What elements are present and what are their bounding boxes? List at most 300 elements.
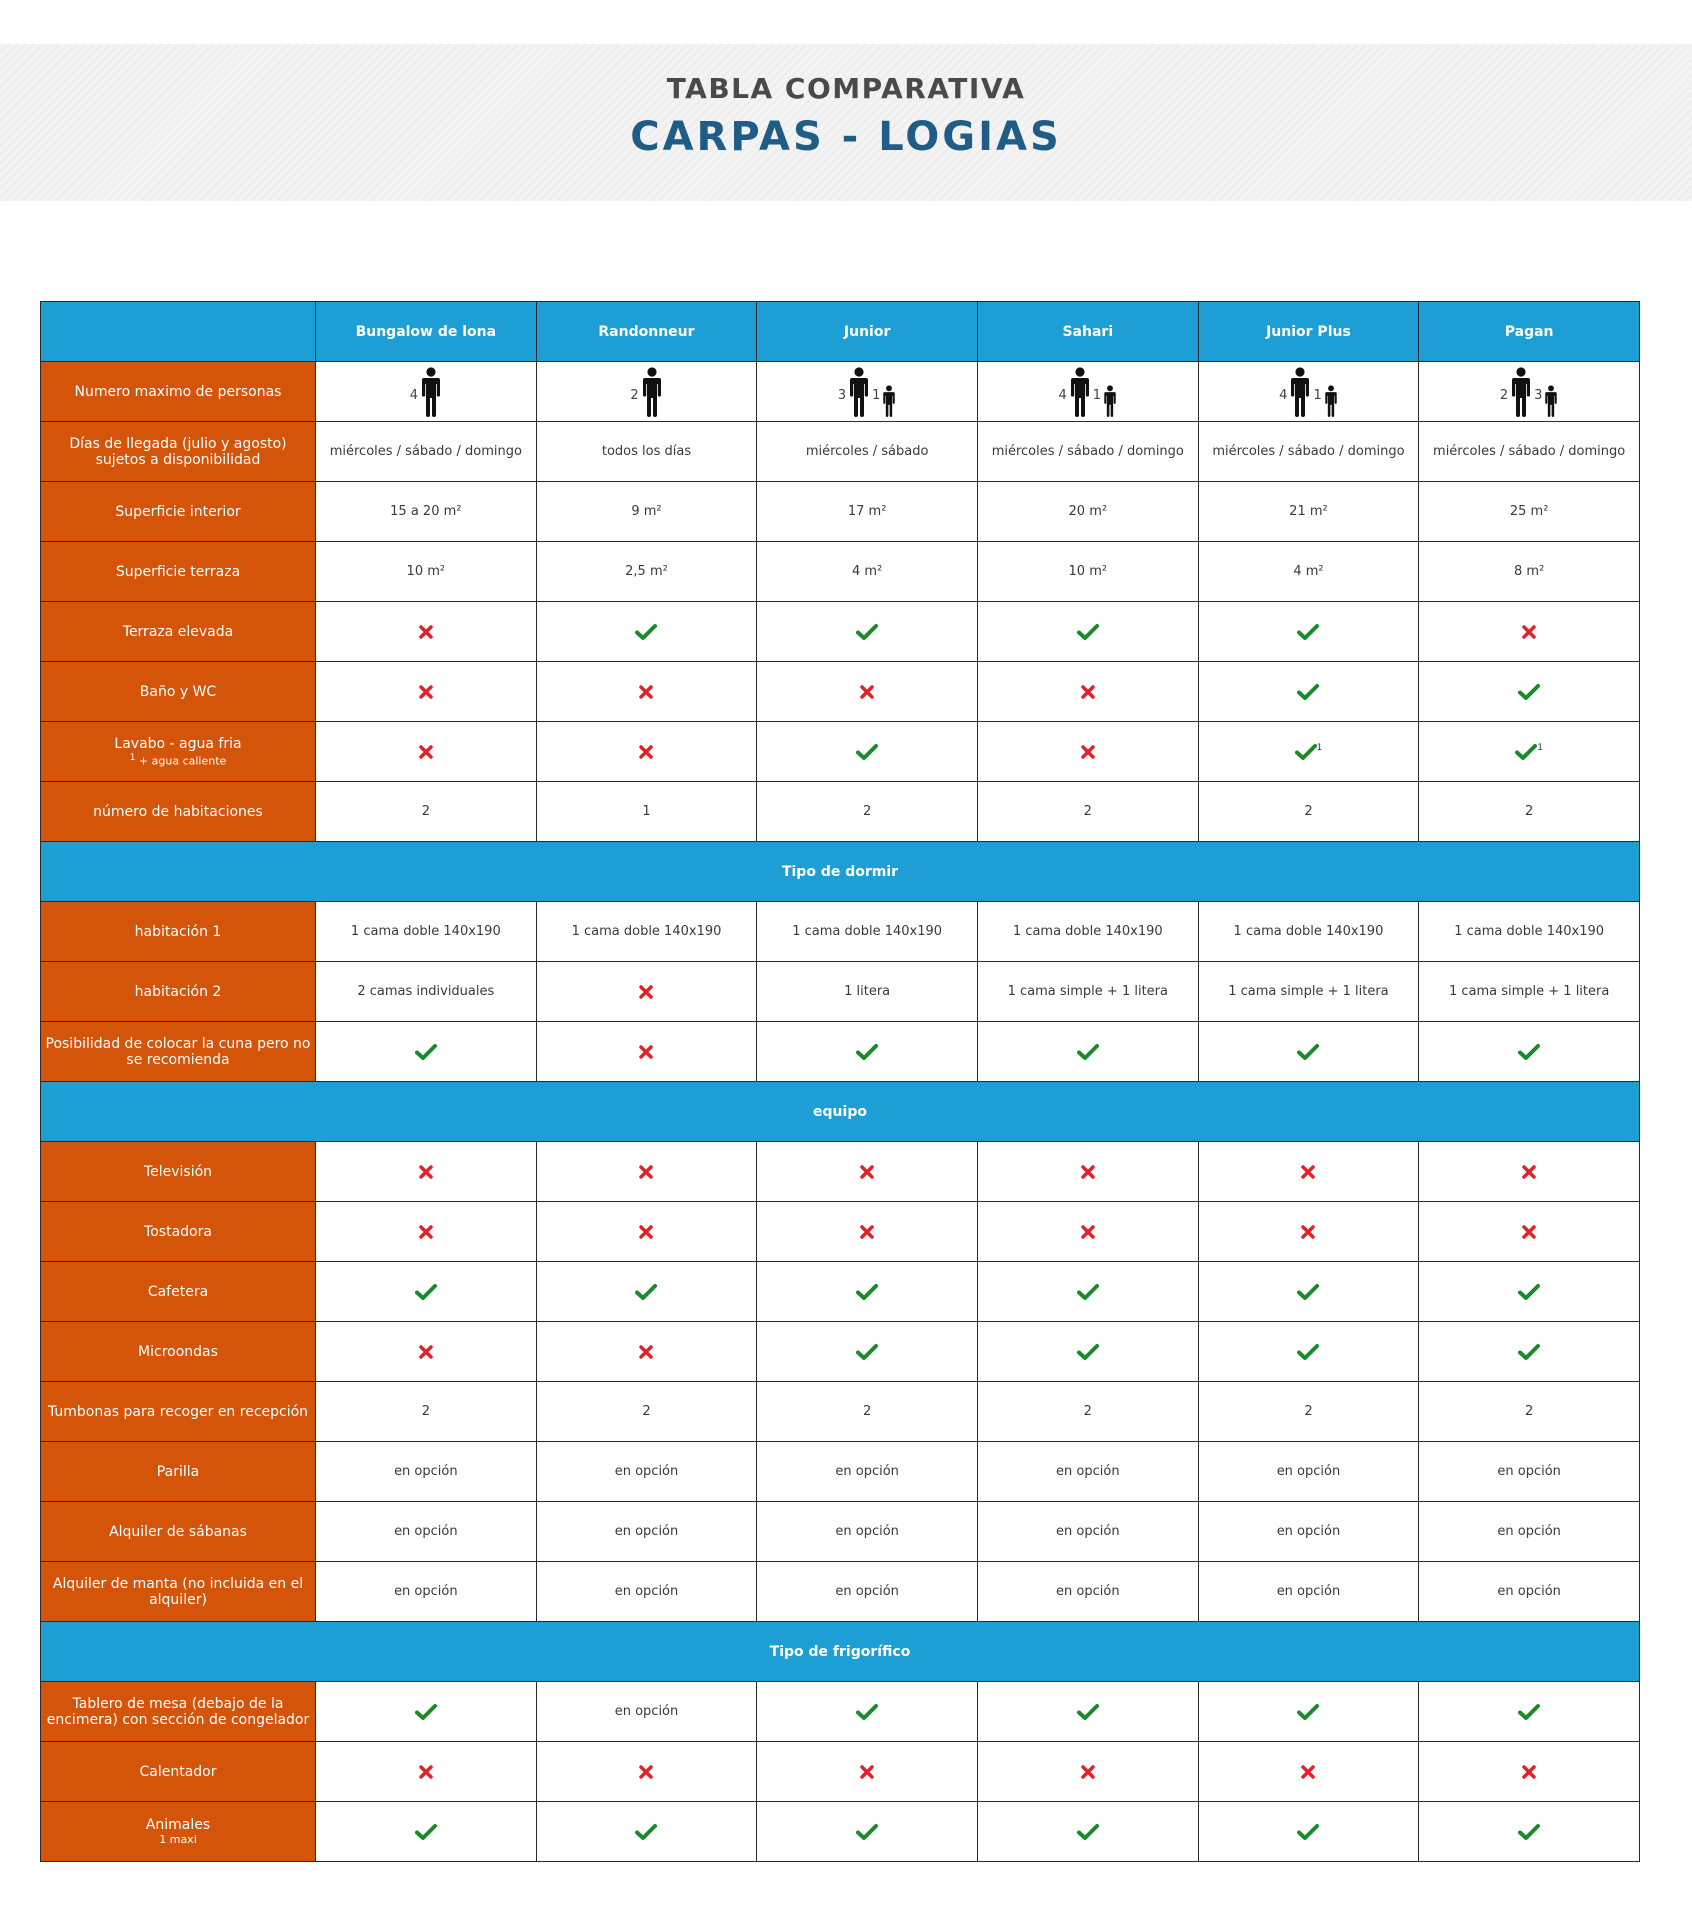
table-cell — [1419, 1142, 1640, 1202]
check-icon — [415, 1283, 437, 1301]
cell-value: en opción — [1276, 1524, 1341, 1539]
cross-icon — [1080, 1764, 1096, 1780]
cell-value: en opción — [1056, 1584, 1120, 1599]
table-cell — [977, 782, 1198, 842]
table-cell — [316, 662, 537, 722]
check-icon — [635, 1283, 657, 1301]
row-label-cell — [41, 1022, 316, 1082]
table-cell — [757, 542, 978, 602]
table-cell — [316, 422, 537, 482]
children-count: 1 — [1092, 387, 1102, 403]
cell-value: 2 — [1304, 804, 1313, 819]
table-cell — [536, 1502, 757, 1562]
check-icon — [856, 1343, 878, 1361]
people-capacity — [1059, 367, 1118, 417]
table-row — [41, 542, 1640, 602]
table-cell — [1419, 1802, 1640, 1862]
table-cell — [1419, 902, 1640, 962]
cell-value: 4 m² — [1293, 564, 1324, 579]
table-cell — [1198, 722, 1419, 782]
row-label: Tumbonas para recoger en recepción — [47, 1403, 309, 1420]
row-label-cell — [41, 722, 316, 782]
table-cell — [316, 1322, 537, 1382]
table-cell — [536, 662, 757, 722]
section-row — [41, 1082, 1640, 1142]
table-cell — [1198, 362, 1419, 422]
table-row — [41, 1262, 1640, 1322]
adult-person-icon — [420, 367, 442, 417]
table-cell — [977, 362, 1198, 422]
cell-value: 2 — [642, 1404, 651, 1419]
cell-value: 15 a 20 m² — [390, 504, 462, 519]
table-cell — [536, 1802, 757, 1862]
table-cell — [1198, 1682, 1419, 1742]
check-icon — [1518, 1283, 1540, 1301]
table-cell — [536, 902, 757, 962]
row-label: habitación 1 — [134, 923, 222, 940]
table-cell — [1419, 1682, 1640, 1742]
row-label-cell — [41, 1502, 316, 1562]
cell-value: en opción — [614, 1464, 679, 1479]
table-cell — [757, 1562, 978, 1622]
table-cell — [316, 362, 537, 422]
table-cell — [316, 1562, 537, 1622]
table-cell — [1419, 722, 1640, 782]
table-cell — [536, 1382, 757, 1442]
row-label: Lavabo - agua fria — [114, 735, 242, 752]
row-label-cell — [41, 482, 316, 542]
table-cell — [1198, 962, 1419, 1022]
row-label: Alquiler de manta (no incluida en el alquiler) — [52, 1575, 304, 1608]
row-label-cell — [41, 1682, 316, 1742]
table-cell — [1419, 422, 1640, 482]
corner-cell — [41, 302, 316, 362]
row-label: Animales — [145, 1817, 211, 1833]
cell-value: en opción — [1497, 1464, 1561, 1479]
table-cell — [977, 482, 1198, 542]
adults-count: 4 — [1058, 387, 1067, 403]
row-label-cell — [41, 1262, 316, 1322]
check-icon — [1518, 1043, 1540, 1061]
check-icon — [1518, 683, 1540, 701]
check-icon — [415, 1703, 437, 1721]
cell-value: 1 cama doble 140x190 — [350, 924, 501, 939]
people-capacity — [1279, 367, 1338, 417]
table-cell — [536, 602, 757, 662]
table-row — [41, 1382, 1640, 1442]
table-cell — [1419, 1322, 1640, 1382]
row-label-cell — [41, 542, 316, 602]
check-icon — [415, 1043, 437, 1061]
check-icon — [1077, 1343, 1099, 1361]
cell-value: en opción — [614, 1524, 679, 1539]
comparison-table — [40, 301, 1640, 1862]
table-cell — [316, 1442, 537, 1502]
row-label-cell — [41, 1142, 316, 1202]
column-header: Sahari — [977, 302, 1198, 362]
adults-count: 2 — [630, 387, 639, 403]
cross-icon — [1521, 624, 1537, 640]
table-row — [41, 1562, 1640, 1622]
table-row — [41, 722, 1640, 782]
table-cell — [757, 722, 978, 782]
child-person-icon — [1324, 385, 1338, 417]
row-label: Terraza elevada — [122, 623, 234, 640]
people-capacity — [630, 367, 662, 417]
cross-icon — [418, 684, 434, 700]
table-cell — [316, 1502, 537, 1562]
table-cell — [1419, 1502, 1640, 1562]
table-cell — [977, 662, 1198, 722]
table-cell — [536, 1202, 757, 1262]
check-icon — [1077, 1043, 1099, 1061]
table-cell — [1198, 902, 1419, 962]
row-label-cell — [41, 1382, 316, 1442]
table-cell — [977, 1262, 1198, 1322]
table-row — [41, 902, 1640, 962]
cell-value: 2,5 m² — [625, 564, 668, 579]
table-cell — [316, 962, 537, 1022]
cell-value: 2 — [1083, 804, 1092, 819]
adults-count: 3 — [837, 387, 847, 403]
check-icon — [856, 1043, 878, 1061]
table-cell — [977, 1142, 1198, 1202]
cell-value: 20 m² — [1068, 504, 1108, 519]
cell-value: 1 cama simple + 1 litera — [1228, 984, 1389, 999]
table-cell — [1198, 482, 1419, 542]
cross-icon — [418, 1764, 434, 1780]
cell-value: 2 — [421, 1404, 430, 1419]
check-icon — [1077, 1823, 1099, 1841]
check-icon — [415, 1823, 437, 1841]
row-label: Días de llegada (julio y agosto) sujetos a disponibilidad — [69, 435, 287, 468]
cross-icon — [1521, 1164, 1537, 1180]
cross-icon — [1300, 1764, 1316, 1780]
cell-value: 21 m² — [1289, 504, 1328, 519]
table-cell — [536, 962, 757, 1022]
cell-value: 1 cama doble 140x190 — [1012, 924, 1163, 939]
check-icon — [1297, 1703, 1319, 1721]
table-cell — [757, 422, 978, 482]
table-cell — [1198, 422, 1419, 482]
table-row — [41, 1442, 1640, 1502]
table-cell — [977, 1502, 1198, 1562]
check-icon — [1297, 623, 1319, 641]
table-cell — [1198, 782, 1419, 842]
cross-icon — [859, 1164, 875, 1180]
row-label-cell — [41, 602, 316, 662]
row-label: Baño y WC — [139, 683, 217, 700]
row-label: habitación 2 — [134, 983, 222, 1000]
cell-value: 2 camas individuales — [357, 984, 495, 999]
check-icon — [1297, 1343, 1319, 1361]
row-sublabel — [44, 1833, 312, 1846]
table-cell — [316, 1742, 537, 1802]
table-cell — [536, 1022, 757, 1082]
row-label: Parilla — [156, 1463, 200, 1480]
table-cell — [1419, 1022, 1640, 1082]
row-label-cell — [41, 362, 316, 422]
row-sublabel-text: + agua caliente — [138, 754, 227, 768]
adult-person-icon — [848, 367, 870, 417]
section-title: equipo — [41, 1082, 1640, 1142]
table-cell — [977, 1022, 1198, 1082]
table-cell — [1419, 362, 1640, 422]
adult-person-icon — [1289, 367, 1311, 417]
table-cell — [977, 1562, 1198, 1622]
cross-icon — [418, 1164, 434, 1180]
row-label: Posibilidad de colocar la cuna pero no se recomienda — [45, 1035, 311, 1068]
child-person-icon — [1544, 385, 1558, 417]
table-cell — [1419, 1562, 1640, 1622]
check-icon — [1297, 1823, 1319, 1841]
check-icon — [1518, 1823, 1540, 1841]
row-label: Alquiler de sábanas — [109, 1523, 247, 1540]
table-cell — [536, 1742, 757, 1802]
cell-value: en opción — [1497, 1584, 1561, 1599]
check-icon — [1077, 1703, 1099, 1721]
cell-value: miércoles / sábado / domingo — [329, 444, 522, 459]
section-row — [41, 842, 1640, 902]
row-label: Tablero de mesa (debajo de la encimera) con sección de congelador — [46, 1695, 310, 1728]
table-cell — [757, 1442, 978, 1502]
cell-value: 1 cama doble 140x190 — [792, 924, 943, 939]
table-cell — [977, 1802, 1198, 1862]
check-icon — [1515, 743, 1537, 761]
table-cell — [977, 962, 1198, 1022]
cross-icon — [638, 984, 654, 1000]
row-label-cell — [41, 902, 316, 962]
column-header: Bungalow de lona — [316, 302, 537, 362]
children-count: 1 — [872, 387, 881, 403]
row-label: Numero maximo de personas — [74, 383, 282, 400]
cell-value: 4 m² — [852, 564, 883, 579]
table-cell — [977, 422, 1198, 482]
column-header: Randonneur — [536, 302, 757, 362]
table-cell — [536, 422, 757, 482]
table-cell — [536, 1322, 757, 1382]
table-body — [41, 362, 1640, 1862]
column-header: Junior Plus — [1198, 302, 1419, 362]
check-icon — [1297, 1283, 1319, 1301]
table-cell — [316, 482, 537, 542]
cell-value: en opción — [835, 1464, 899, 1479]
row-label-cell — [41, 1442, 316, 1502]
cross-icon — [638, 744, 654, 760]
table-cell — [316, 782, 537, 842]
row-label: Microondas — [138, 1343, 218, 1360]
cell-value: 2 — [1525, 804, 1534, 819]
cell-value: 10 m² — [1068, 564, 1108, 579]
table-cell — [1198, 542, 1419, 602]
cell-value: 1 cama doble 140x190 — [1233, 924, 1384, 939]
cell-value: en opción — [835, 1524, 899, 1539]
table-cell — [536, 362, 757, 422]
table-row — [41, 1142, 1640, 1202]
row-label-cell — [41, 1202, 316, 1262]
cell-value: en opción — [1056, 1524, 1120, 1539]
cell-value: 1 cama doble 140x190 — [571, 924, 722, 939]
table-header-row — [41, 302, 1640, 362]
table-cell — [316, 602, 537, 662]
table-cell — [1419, 542, 1640, 602]
cell-value: en opción — [394, 1584, 458, 1599]
row-label-cell — [41, 422, 316, 482]
table-cell — [316, 722, 537, 782]
table-row — [41, 1202, 1640, 1262]
table-cell — [757, 362, 978, 422]
table-cell — [757, 662, 978, 722]
table-cell — [757, 1382, 978, 1442]
row-label: Cafetera — [147, 1283, 209, 1300]
cell-value: 2 — [421, 804, 430, 819]
cell-value: 9 m² — [631, 504, 662, 519]
check-icon — [1297, 683, 1319, 701]
cross-icon — [418, 1224, 434, 1240]
table-cell — [536, 1262, 757, 1322]
table-cell — [1198, 1202, 1419, 1262]
table-cell — [316, 1382, 537, 1442]
column-header: Pagan — [1419, 302, 1640, 362]
check-icon — [856, 1283, 878, 1301]
table-cell — [536, 542, 757, 602]
table-cell — [1419, 602, 1640, 662]
cross-icon — [1521, 1764, 1537, 1780]
row-sublabel-text: 1 maxi — [159, 1833, 197, 1846]
cell-value: 2 — [863, 804, 872, 819]
cross-icon — [1300, 1164, 1316, 1180]
table-row — [41, 962, 1640, 1022]
cross-icon — [418, 744, 434, 760]
cross-icon — [418, 624, 434, 640]
table-cell — [1419, 1202, 1640, 1262]
adult-person-icon — [1510, 367, 1532, 417]
check-icon — [856, 623, 878, 641]
cell-value: en opción — [1276, 1584, 1341, 1599]
cell-value: en opción — [614, 1584, 679, 1599]
column-header: Junior — [757, 302, 978, 362]
cross-icon — [1080, 744, 1096, 760]
page-subtitle: CARPAS - LOGIAS — [630, 114, 1062, 160]
table-cell — [1198, 602, 1419, 662]
adults-count: 4 — [1279, 387, 1288, 403]
table-cell — [536, 1682, 757, 1742]
table-cell — [1198, 1742, 1419, 1802]
row-label: Superficie interior — [115, 503, 241, 520]
page-title: TABLA COMPARATIVA — [666, 72, 1026, 105]
cell-value: en opción — [835, 1584, 899, 1599]
cell-value: en opción — [614, 1704, 679, 1719]
cell-value: miércoles / sábado — [805, 444, 929, 459]
cross-icon — [638, 1764, 654, 1780]
cell-value: 1 — [642, 804, 651, 819]
table-cell — [757, 602, 978, 662]
table-cell — [757, 1202, 978, 1262]
cell-value: miércoles / sábado / domingo — [991, 444, 1184, 459]
table-cell — [757, 482, 978, 542]
cross-icon — [1080, 1224, 1096, 1240]
table-cell — [1198, 1142, 1419, 1202]
table-cell — [316, 1022, 537, 1082]
table-row — [41, 662, 1640, 722]
table-cell — [757, 1802, 978, 1862]
cell-value: 1 litera — [844, 984, 891, 999]
table-cell — [1198, 1562, 1419, 1622]
cross-icon — [638, 1344, 654, 1360]
cross-icon — [859, 1224, 875, 1240]
table-cell — [536, 1442, 757, 1502]
cross-icon — [859, 684, 875, 700]
row-label-cell — [41, 1802, 316, 1862]
check-icon — [1077, 623, 1099, 641]
row-label: Televisión — [143, 1163, 213, 1180]
table-cell — [1419, 1262, 1640, 1322]
table-cell — [977, 542, 1198, 602]
table-cell — [757, 1742, 978, 1802]
footnote-mark: 1 — [1537, 742, 1543, 753]
cross-icon — [638, 1164, 654, 1180]
table-cell — [757, 1682, 978, 1742]
adults-count: 4 — [409, 387, 418, 403]
adults-count: 2 — [1499, 387, 1509, 403]
row-label-cell — [41, 962, 316, 1022]
table-cell — [977, 1442, 1198, 1502]
row-label-cell — [41, 1562, 316, 1622]
table-cell — [757, 1262, 978, 1322]
table-row — [41, 1502, 1640, 1562]
cell-value: 1 cama simple + 1 litera — [1007, 984, 1168, 999]
table-cell — [977, 1202, 1198, 1262]
table-cell — [757, 1142, 978, 1202]
table-row — [41, 1802, 1640, 1862]
cell-value: todos los días — [601, 444, 692, 459]
cross-icon — [638, 1224, 654, 1240]
check-icon — [1297, 1043, 1319, 1061]
cell-value: 25 m² — [1509, 504, 1549, 519]
table-cell — [1198, 1382, 1419, 1442]
table-cell — [1419, 782, 1640, 842]
adult-person-icon — [1069, 367, 1091, 417]
table-cell — [977, 902, 1198, 962]
check-icon — [856, 1823, 878, 1841]
footnote-mark: 1 — [129, 752, 136, 763]
cell-value: 8 m² — [1514, 564, 1545, 579]
table-row — [41, 1022, 1640, 1082]
children-count: 1 — [1313, 387, 1322, 403]
table-cell — [1198, 1442, 1419, 1502]
table-row — [41, 362, 1640, 422]
cross-icon — [638, 684, 654, 700]
table-cell — [536, 722, 757, 782]
children-count: 3 — [1534, 387, 1543, 403]
check-icon — [856, 743, 878, 761]
cross-icon — [418, 1344, 434, 1360]
table-cell — [1419, 482, 1640, 542]
table-row — [41, 1322, 1640, 1382]
table-cell — [536, 782, 757, 842]
cell-value: en opción — [394, 1464, 458, 1479]
table-cell — [977, 722, 1198, 782]
row-label-cell — [41, 1322, 316, 1382]
cell-value: 2 — [1083, 1404, 1092, 1419]
table-cell — [1419, 1742, 1640, 1802]
row-label: Tostadora — [144, 1223, 212, 1240]
table-cell — [757, 782, 978, 842]
table-cell — [1198, 662, 1419, 722]
section-title: Tipo de frigorífico — [41, 1622, 1640, 1682]
table-cell — [757, 1322, 978, 1382]
table-cell — [536, 482, 757, 542]
